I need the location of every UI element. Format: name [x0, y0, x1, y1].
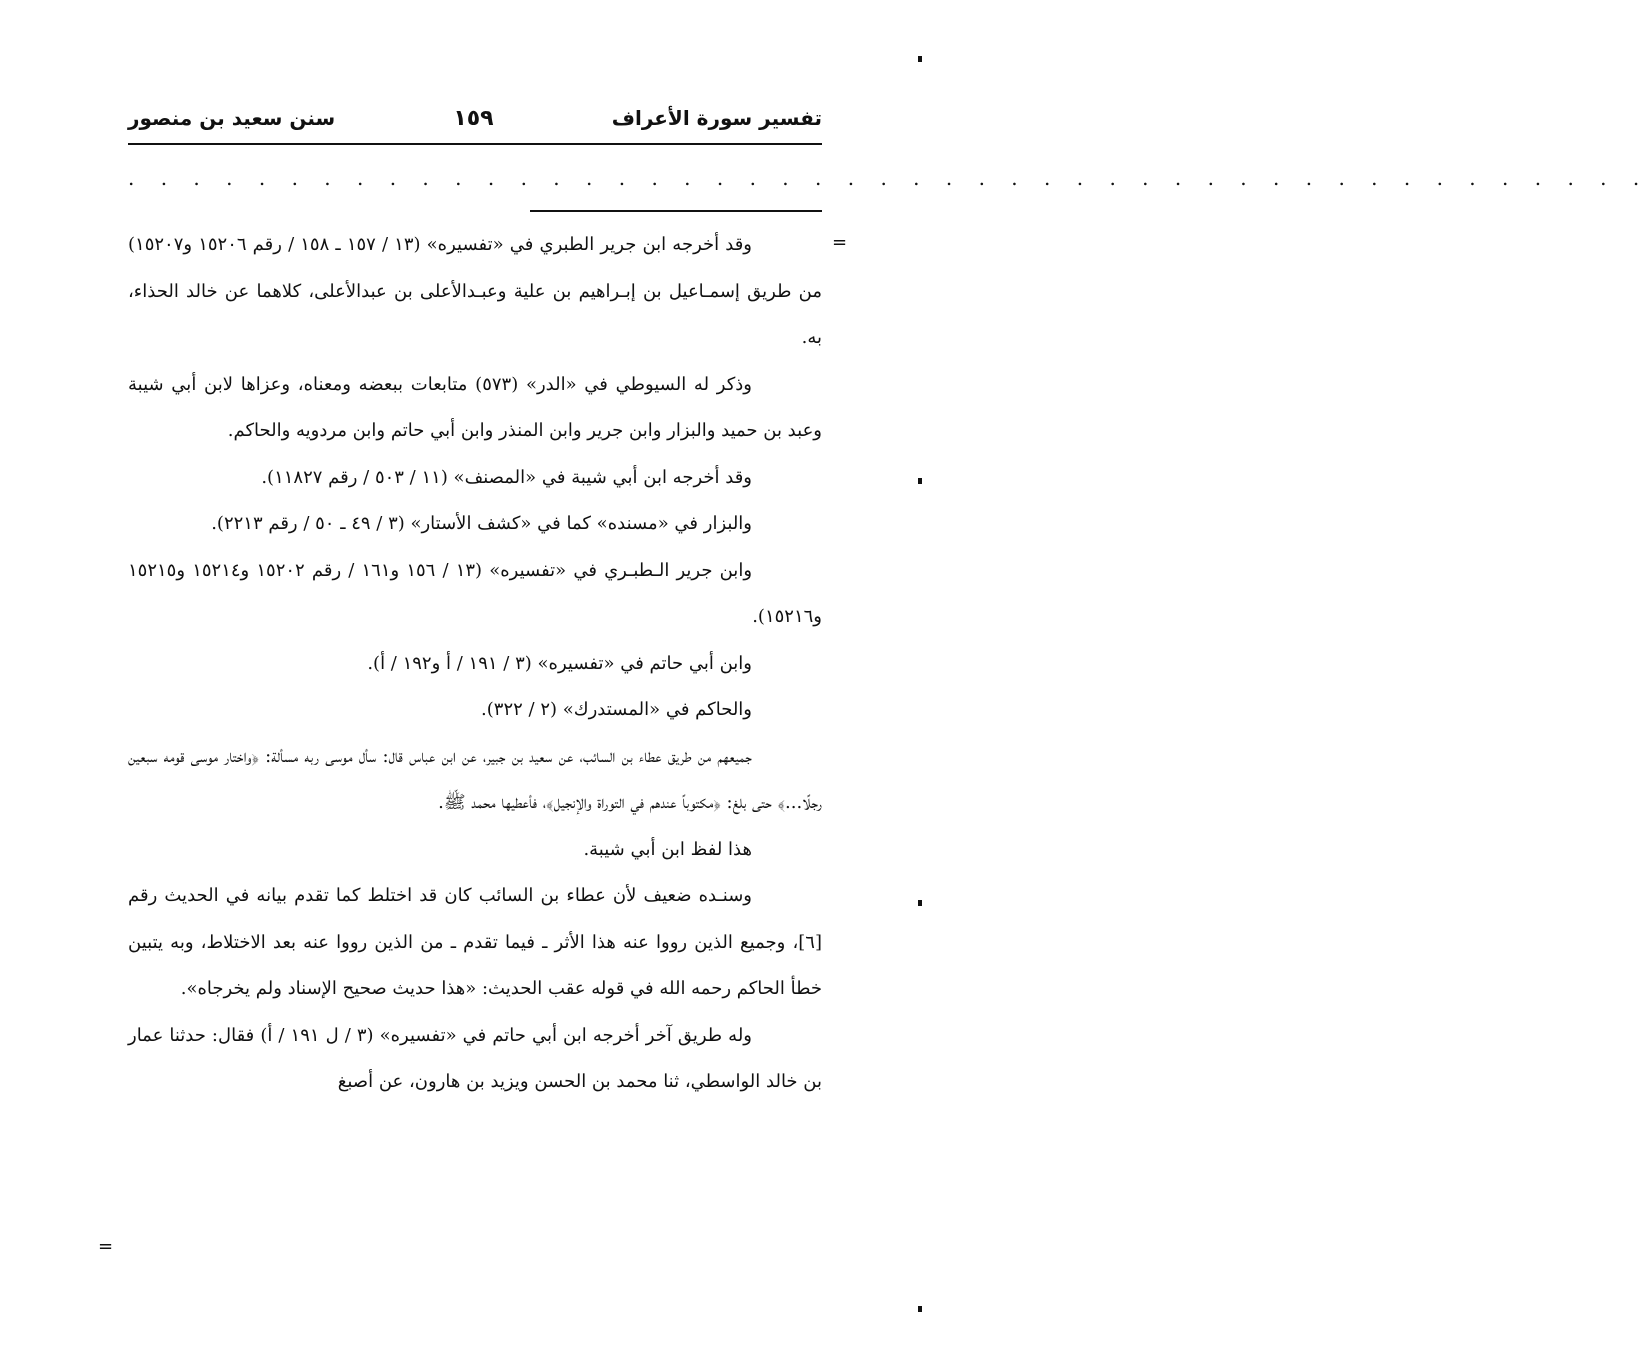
paragraph-bazzar: والبزار في «مسنده» كما في «كشف الأستار» (٣ / ٤٩ ـ ٥٠ / رقم ٢٢١٣). — [211, 513, 752, 534]
scan-mark — [918, 1306, 922, 1312]
paragraph-wording: هذا لفظ ابن أبي شيبة. — [583, 838, 752, 860]
scan-mark — [918, 478, 922, 484]
paragraph-ibn-jarir-1: وقد أخرجه ابن جرير الطبري في «تفسيره» (١٣ / ١٥٧ ـ ١٥٨ / رقم ١٥٢٠٦ و١٥٢٠٧) من طريق إسمـاعيل بن إبـراهيم بن علية وعبـدالأعلى بن عبدالأعلى، كلاهما عن خالد الحذاء، به. — [128, 234, 822, 348]
paragraph-isnad: جميعهم من طريق عطاء بن السائب، عن سعيد بن جبير، عن ابن عباس قال: سأل موسى ربه مسألة: ﴿واختار موسى قومه سبعين رجلًا...﴾ حتى بلغ: ﴿مكتوباً عندهم في التوراة والإنجيل﴾، فأعطيها محمد ﷺ. — [128, 745, 822, 813]
paragraph-ibn-abi-shaybah: وقد أخرجه ابن أبي شيبة في «المصنف» (١١ / ٥٠٣ / رقم ١١٨٢٧). — [261, 466, 752, 488]
continuation-mark-bottom: = — [98, 1236, 114, 1257]
page-number: ١٥٩ — [453, 105, 494, 131]
footnote-rule — [530, 210, 822, 212]
header-rule — [128, 143, 822, 145]
paragraph-ibn-jarir-2: وابن جرير الـطبـري في «تفسيره» (١٣ / ١٥٦ و١٦١ / رقم ١٥٢٠٢ و١٥٢١٤ و١٥٢١٥ و١٥٢١٦). — [128, 559, 822, 627]
scan-mark — [918, 900, 922, 906]
page-header — [128, 96, 822, 140]
paragraph-ibn-abi-hatim: وابن أبي حاتم في «تفسيره» (٣ / ١٩١ / أ و١٩٢ / أ). — [367, 652, 752, 674]
footnote-separator-dots: . . . . . . . . . . . . . . . . . . . . . . . . . . . . . . . . . . . . . . . . . . . . . . . — [128, 166, 1649, 190]
footnote-body — [128, 222, 822, 1106]
continuation-mark-top: = — [832, 232, 848, 253]
paragraph-hakim: والحاكم في «المستدرك» (٢ / ٣٢٢). — [481, 699, 752, 720]
scan-mark — [918, 56, 922, 62]
paragraph-suyuti: وذكر له السيوطي في «الدر» (٥٧٣) متابعات ببعضه ومعناه، وعزاها لابن أبي شيبة وعبد بن حميد والبزار وابن جرير وابن المنذر وابن أبي حاتم وابن مردويه والحاكم. — [128, 373, 822, 441]
header-book-title: سنن سعيد بن منصور — [128, 106, 336, 130]
paragraph-another-route: وله طريق آخر أخرجه ابن أبي حاتم في «تفسيره» (٣ / ل ١٩١ / أ) فقال: حدثنا عمار بن خالد الواسطي، ثنا محمد بن الحسن ويزيد بن هارون، عن أصبغ — [128, 1024, 822, 1092]
header-chapter-title: تفسير سورة الأعراف — [611, 106, 822, 130]
paragraph-grading: وسنـده ضعيف لأن عطاء بن السائب كان قد اختلط كما تقدم بيانه في الحديث رقم [٦]، وجميع الذين رووا عنه هذا الأثر ـ فيما تقدم ـ من الذين رووا عنه بعد الاختلاط، وبه يتبين خطأ الحاكم رحمه الله في قوله عقب الحديث: «هذا حديث صحيح الإسناد ولم يخرجاه». — [128, 885, 822, 999]
